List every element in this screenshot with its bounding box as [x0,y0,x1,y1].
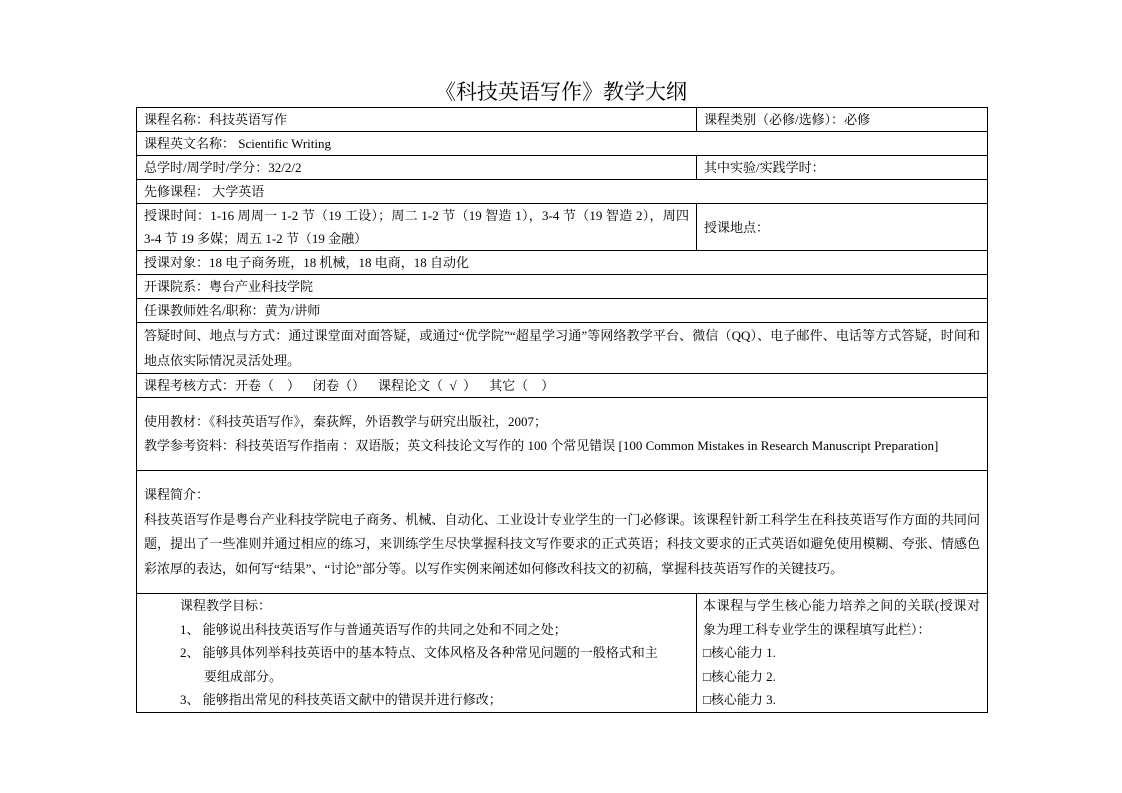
goal-item: 1、 能够说出科技英语写作与普通英语写作的共同之处和不同之处； [180,621,567,637]
prerequisite: 先修课程： 大学英语 [137,180,988,204]
intro-text: 科技英语写作是粤台产业科技学院电子商务、机械、自动化、工业设计专业学生的一门必修课。该课程针新工科学生在科技英语写作方面的共同问题，提出了一些准则并通过相应的练习，来训练学生尽快掌握科技文写作要求的正式英语；科技文要求的正式英语如避免使用模糊、夸张、情感色彩浓厚的表达，如何写“结果”、“讨论”部分等。以写作实例来阐述如何修改科技文的初稿，掌握科技英语写作的关键技巧。 [144,511,981,576]
hours: 总学时/周学时/学分：32/2/2 [137,156,697,180]
textbook: 使用教材：《科技英语写作》，秦荻辉，外语教学与研究出版社，2007； [144,414,548,429]
location: 授课地点： [697,204,988,251]
audience: 授课对象：18 电子商务班，18 机械，18 电商，18 自动化 [137,251,988,275]
department: 开课院系：粤台产业科技学院 [137,275,988,299]
teacher: 任课教师姓名/职称：黄为/讲师 [137,299,988,323]
intro-label: 课程简介： [144,487,210,502]
practice-hours: 其中实验/实践学时： [697,156,988,180]
goal-item: 2、 能够具体列举科技英语中的基本特点、文体风格及各种常见问题的一般格式和主 [180,645,658,660]
qa-info: 答疑时间、地点与方式：通过课堂面对面答疑，或通过“优学院”“超星学习通”等网络教学平台、微信（QQ）、电子邮件、电话等方式答疑，时间和地点依实际情况灵活处理。 [137,323,988,374]
competency-label: 本课程与学生核心能力培养之间的关联(授课对象为理工科专业学生的课程填写此栏）： [703,598,981,637]
english-name: 课程英文名称： Scientific Writing [137,132,988,156]
syllabus-table [136,107,988,713]
competency-checkbox[interactable]: □核心能力 3. [703,692,776,707]
course-name: 课程名称：科技英语写作 [137,108,697,132]
exam-method: 课程考核方式：开卷（ ） 闭卷（） 课程论文（ √ ） 其它（ ） [137,374,988,398]
goal-item: 要组成部分。 [204,668,283,684]
goals-label: 课程教学目标： [180,598,272,613]
document-title: 《科技英语写作》教学大纲 [435,80,687,104]
schedule: 授课时间：1-16 周周一 1-2 节（19 工设）；周二 1-2 节（19 智造 1），3-4 节（19 智造 2），周四 3-4 节 19 多媒；周五 1-2 节（19 金融） [137,204,697,251]
references: 教学参考资料：科技英语写作指南 ：双语版；英文科技论文写作的 100 个常见错误 [100 Common Mistakes in Research Manuscript Preparation] [144,438,939,453]
goal-item: 3、 能够指出常见的科技英语文献中的错误并进行修改； [180,692,502,707]
competency-checkbox[interactable]: □核心能力 2. [703,668,776,684]
course-type: 课程类别（必修/选修）：必修 [697,108,988,132]
competency-checkbox[interactable]: □核心能力 1. [703,645,776,660]
